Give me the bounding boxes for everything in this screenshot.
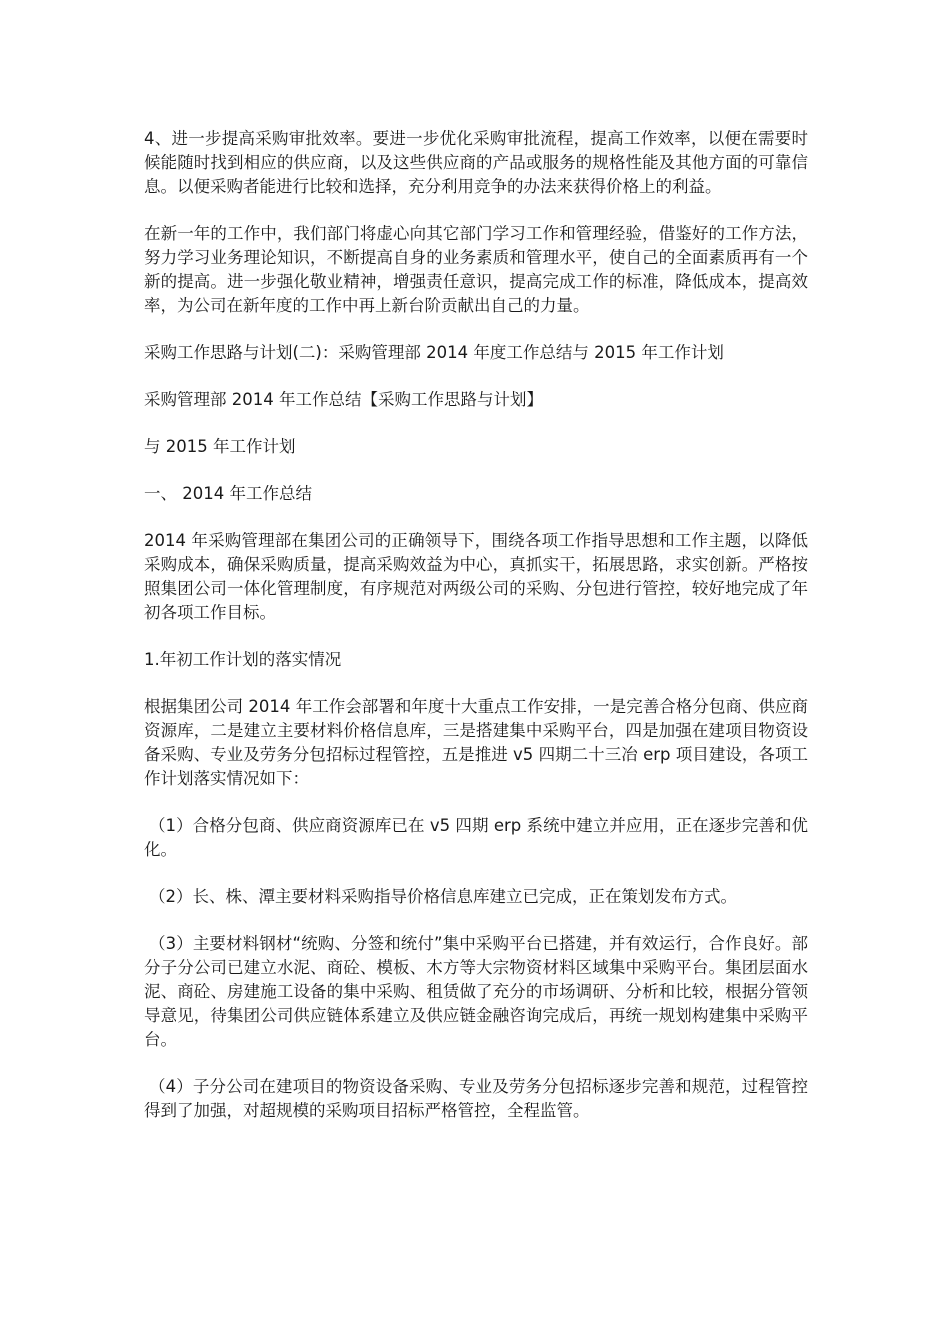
list-item-1: （1）合格分包商、供应商资源库已在 v5 四期 erp 系统中建立并应用，正在逐步完善和优化。 bbox=[144, 816, 808, 859]
list-item-4: （4）子分公司在建项目的物资设备采购、专业及劳务分包招标逐步完善和规范，过程管控得到了加强，对超规模的采购项目招标严格管控，全程监管。 bbox=[144, 1077, 808, 1120]
subheading-plan-implementation: 1.年初工作计划的落实情况 bbox=[144, 650, 342, 669]
section-heading-2015-plan: 与 2015 年工作计划 bbox=[144, 437, 296, 456]
paragraph-procurement-efficiency: 4、进一步提高采购审批效率。要进一步优化采购审批流程，提高工作效率，以便在需要时候能随时找到相应的供应商，以及这些供应商的产品或服务的规格性能及其他方面的可靠信息。以便采购者能进行比较和选择，充分利用竞争的办法来获得价格上的利益。 bbox=[144, 129, 808, 196]
document-page bbox=[144, 127, 808, 1146]
list-item-3: （3）主要材料钢材“统购、分签和统付”集中采购平台已搭建，并有效运行，合作良好。部分子分公司已建立水泥、商砼、模板、木方等大宗物资材料区域集中采购平台。集团层面水泥、商砼、房建施工设备的集中采购、租赁做了充分的市场调研、分析和比较，根据分管领导意见，待集团公司供应链体系建立及供应链金融咨询完成后，再统一规划构建集中采购平台。 bbox=[144, 934, 808, 1049]
section-heading-2014-summary: 采购管理部 2014 年工作总结【采购工作思路与计划】 bbox=[144, 390, 543, 409]
list-item-2: （2）长、株、潭主要材料采购指导价格信息库建立已完成，正在策划发布方式。 bbox=[149, 887, 737, 906]
section-heading-part-one: 一、 2014 年工作总结 bbox=[144, 484, 312, 503]
paragraph-key-tasks: 根据集团公司 2014 年工作会部署和年度十大重点工作安排，一是完善合格分包商、供应商资源库，二是建立主要材料价格信息库，三是搭建集中采购平台，四是加强在建项目物资设备采购、专业及劳务分包招标过程管控，五是推进 v5 四期二十三冶 erp 项目建设，各项工作计划落实情况如下： bbox=[144, 697, 808, 788]
paragraph-new-year-work: 在新一年的工作中，我们部门将虚心向其它部门学习工作和管理经验，借鉴好的工作方法，努力学习业务理论知识，不断提高自身的业务素质和管理水平，使自己的全面素质再有一个新的提高。进一步强化敬业精神，增强责任意识，提高完成工作的标准，降低成本，提高效率，为公司在新年度的工作中再上新台阶贡献出自己的力量。 bbox=[144, 224, 808, 315]
paragraph-2014-overview: 2014 年采购管理部在集团公司的正确领导下，围绕各项工作指导思想和工作主题，以降低采购成本，确保采购质量，提高采购效益为中心，真抓实干，拓展思路，求实创新。严格按照集团公司一体化管理制度，有序规范对两级公司的采购、分包进行管控，较好地完成了年初各项工作目标。 bbox=[144, 531, 808, 622]
section-heading-plan-two: 采购工作思路与计划(二)：采购管理部 2014 年度工作总结与 2015 年工作计划 bbox=[144, 343, 724, 362]
